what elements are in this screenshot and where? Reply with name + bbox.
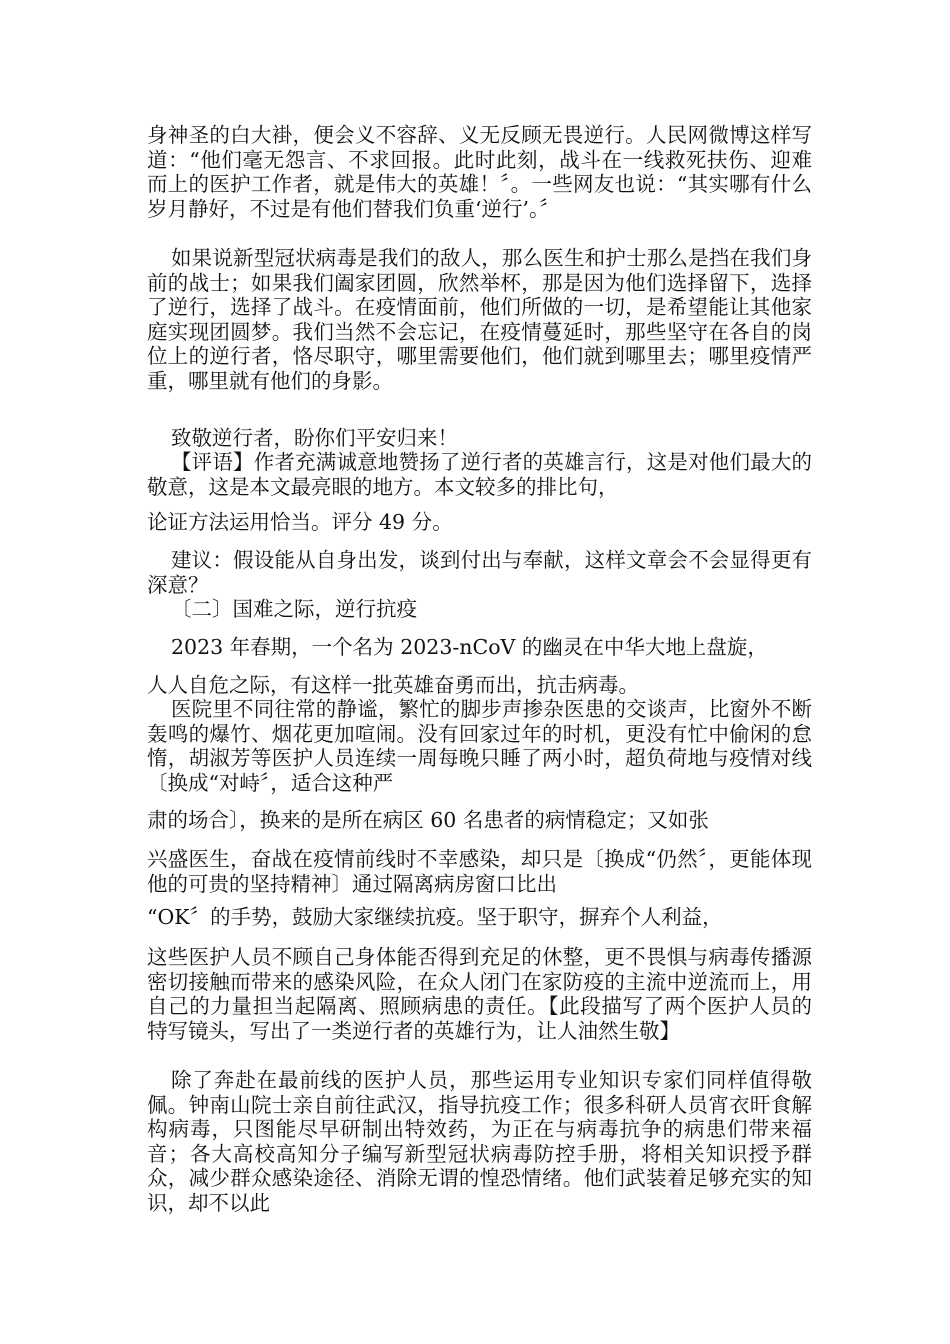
paragraph-13: 这些医护人员不顾自己身体能否得到充足的休整，更不畏惧与病毒传播源密切接触而带来的感染风险，在众人闭门在家防疫的主流中逆流而上，用自己的力量担当起隔离、照顾病患的责任。【此段描写了两个医护人员的特写镜头，写出了一类逆行者的英雄行为，让人油然生敬】	[147, 945, 812, 1043]
paragraph-5-score: 论证方法运用恰当。评分 49 分。	[147, 510, 453, 534]
paragraph-10: 肃的场合〕，换来的是所在病区 60 名患者的病情稳定；又如张	[147, 808, 709, 832]
paragraph-9: 医院里不同往常的静谧，繁忙的脚步声掺杂医患的交谈声，比窗外不断轰鸣的爆竹、烟花更加喧闹。没有回家过年的时机，更没有忙中偷闲的怠惰，胡淑芳等医护人员连续一周每晚只睡了两小时，超负荷地与疫情对线〔换成“对峙〞，适合这种严	[147, 697, 812, 795]
paragraph-1: 身神圣的白大褂，便会义不容辞、义无反顾无畏逆行。人民网微博这样写道：“他们毫无怨言、不求回报。此时此刻，战斗在一线救死扶伤、迎难而上的医护工作者，就是伟大的英雄！〞。一些网友也说：“其实哪有什么岁月静好，不过是有他们替我们负重‘逆行’。〞	[147, 123, 812, 221]
paragraph-7: 2023 年春期，一个名为 2023-nCoV 的幽灵在中华大地上盘旋，	[171, 635, 768, 659]
paragraph-14: 除了奔赴在最前线的医护人员，那些运用专业知识专家们同样值得敬佩。钟南山院士亲自前往武汉，指导抗疫工作；很多科研人员宵衣旰食解构病毒，只图能尽早研制出特效药，为正在与病毒抗争的病患们带来福音；各大高校高知分子编写新型冠状病毒防控手册，将相关知识授予群众，减少群众感染途径、消除无谓的惶恐情绪。他们武装着足够充实的知识，却不以此	[147, 1068, 812, 1215]
paragraph-6-suggestion: 建议：假设能从自身出发，谈到付出与奉献，这样文章会不会显得更有深意？	[147, 548, 812, 597]
paragraph-11: 兴盛医生，奋战在疫情前线时不幸感染，却只是〔换成“仍然〞，更能体现他的可贵的坚持精神〕通过隔离病房窗口比出	[147, 847, 812, 896]
paragraph-3: 致敬逆行者，盼你们平安归来！	[171, 426, 458, 450]
paragraph-4-comment: 【评语】作者充满诚意地赞扬了逆行者的英雄言行，这是对他们最大的敬意，这是本文最亮眼的地方。本文较多的排比句，	[147, 450, 812, 499]
paragraph-2: 如果说新型冠状病毒是我们的敌人，那么医生和护士那么是挡在我们身前的战士；如果我们阖家团圆，欣然举杯，那是因为他们选择留下，选择了逆行，选择了战斗。在疫情面前，他们所做的一切，是希望能让其他家庭实现团圆梦。我们当然不会忘记，在疫情蔓延时，那些坚守在各自的岗位上的逆行者，恪尽职守，哪里需要他们，他们就到哪里去；哪里疫情严重，哪里就有他们的身影。	[147, 246, 812, 393]
paragraph-12: “OK〞的手势，鼓励大家继续抗疫。坚于职守，摒弃个人利益，	[147, 905, 723, 929]
section-heading: 〔二〕国难之际，逆行抗疫	[171, 597, 417, 621]
paragraph-8: 人人自危之际，有这样一批英雄奋勇而出，抗击病毒。	[147, 673, 639, 697]
